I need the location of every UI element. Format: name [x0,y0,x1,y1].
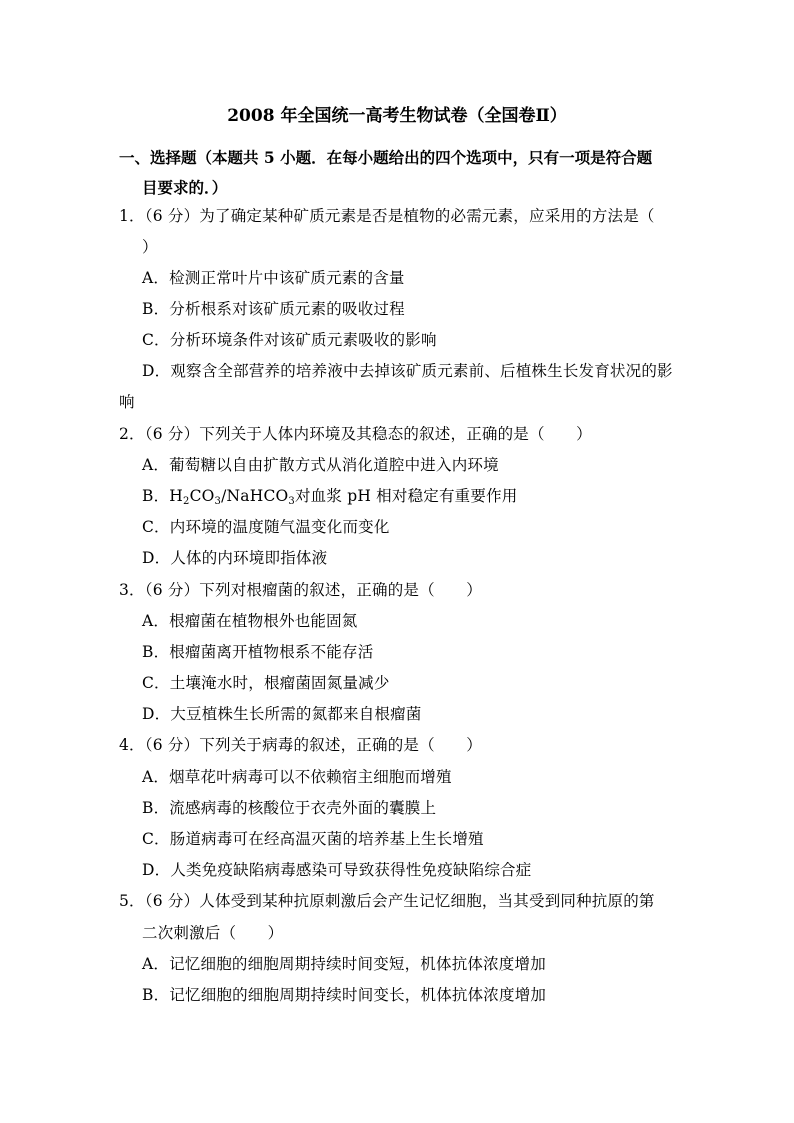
question-5-stem-cont: 二次刺激后（ ） [142,924,284,942]
question-5-stem: 5．（6 分）人体受到某种抗原刺激后会产生记忆细胞，当其受到同种抗原的第 [119,892,655,910]
question-4-option-c: C．肠道病毒可在经高温灭菌的培养基上生长增殖 [142,830,484,848]
question-4-stem: 4．（6 分）下列关于病毒的叙述，正确的是（ ） [119,736,482,754]
question-1-option-d: D．观察含全部营养的培养液中去掉该矿质元素前、后植株生长发育状况的影 [142,362,673,380]
question-3-option-b: B．根瘤菌离开植物根系不能存活 [142,643,374,661]
question-2-option-b [142,481,517,511]
question-5-option-b: B．记忆细胞的细胞周期持续时间变长，机体抗体浓度增加 [142,986,547,1004]
question-4-option-a: A．烟草花叶病毒可以不依赖宿主细胞而增殖 [142,768,452,786]
question-3-option-d: D．大豆植株生长所需的氮都来自根瘤菌 [142,705,422,723]
question-2-option-c: C．内环境的温度随气温变化而变化 [142,518,390,536]
question-2-option-b-suffix: 对血浆 pH 相对稳定有重要作用 [294,487,518,505]
exam-title: 2008 年全国统一高考生物试卷（全国卷Ⅱ） [227,106,567,126]
question-2-option-b-mid2: /NaHCO [221,487,289,505]
subscript: 3 [214,496,222,507]
section-heading [119,143,679,203]
question-2-option-b-prefix: B．H [142,487,184,505]
question-2-option-d: D．人体的内环境即指体液 [142,549,328,567]
question-5-option-a: A．记忆细胞的细胞周期持续时间变短，机体抗体浓度增加 [142,955,546,973]
question-3-option-a: A．根瘤菌在植物根外也能固氮 [142,612,358,630]
question-1-stem-cont: ） [142,238,158,256]
question-1-option-b: B．分析根系对该矿质元素的吸收过程 [142,300,405,318]
question-2-stem: 2．（6 分）下列关于人体内环境及其稳态的叙述，正确的是（ ） [119,425,592,443]
section-heading-line1: 一、选择题（本题共 5 小题．在每小题给出的四个选项中，只有一项是符合题 [119,148,653,167]
question-1-option-a: A．检测正常叶片中该矿质元素的含量 [142,269,405,287]
question-4-option-d: D．人类免疫缺陷病毒感染可导致获得性免疫缺陷综合症 [142,861,532,879]
section-heading-line2: 目要求的．） [142,178,228,197]
subscript: 2 [183,496,190,507]
question-3-stem: 3．（6 分）下列对根瘤菌的叙述，正确的是（ ） [119,581,482,599]
question-1-option-d-cont: 响 [119,393,135,411]
question-2-option-a: A．葡萄糖以自由扩散方式从消化道腔中进入内环境 [142,456,499,474]
question-1-option-c: C．分析环境条件对该矿质元素吸收的影响 [142,331,437,349]
question-4-option-b: B．流感病毒的核酸位于衣壳外面的囊膜上 [142,799,437,817]
question-2-option-b-mid1: CO [189,487,215,505]
subscript: 3 [288,496,295,507]
question-3-option-c: C．土壤淹水时，根瘤菌固氮量减少 [142,674,390,692]
question-1-stem: 1．（6 分）为了确定某种矿质元素是否是植物的必需元素，应采用的方法是（ [119,207,655,225]
